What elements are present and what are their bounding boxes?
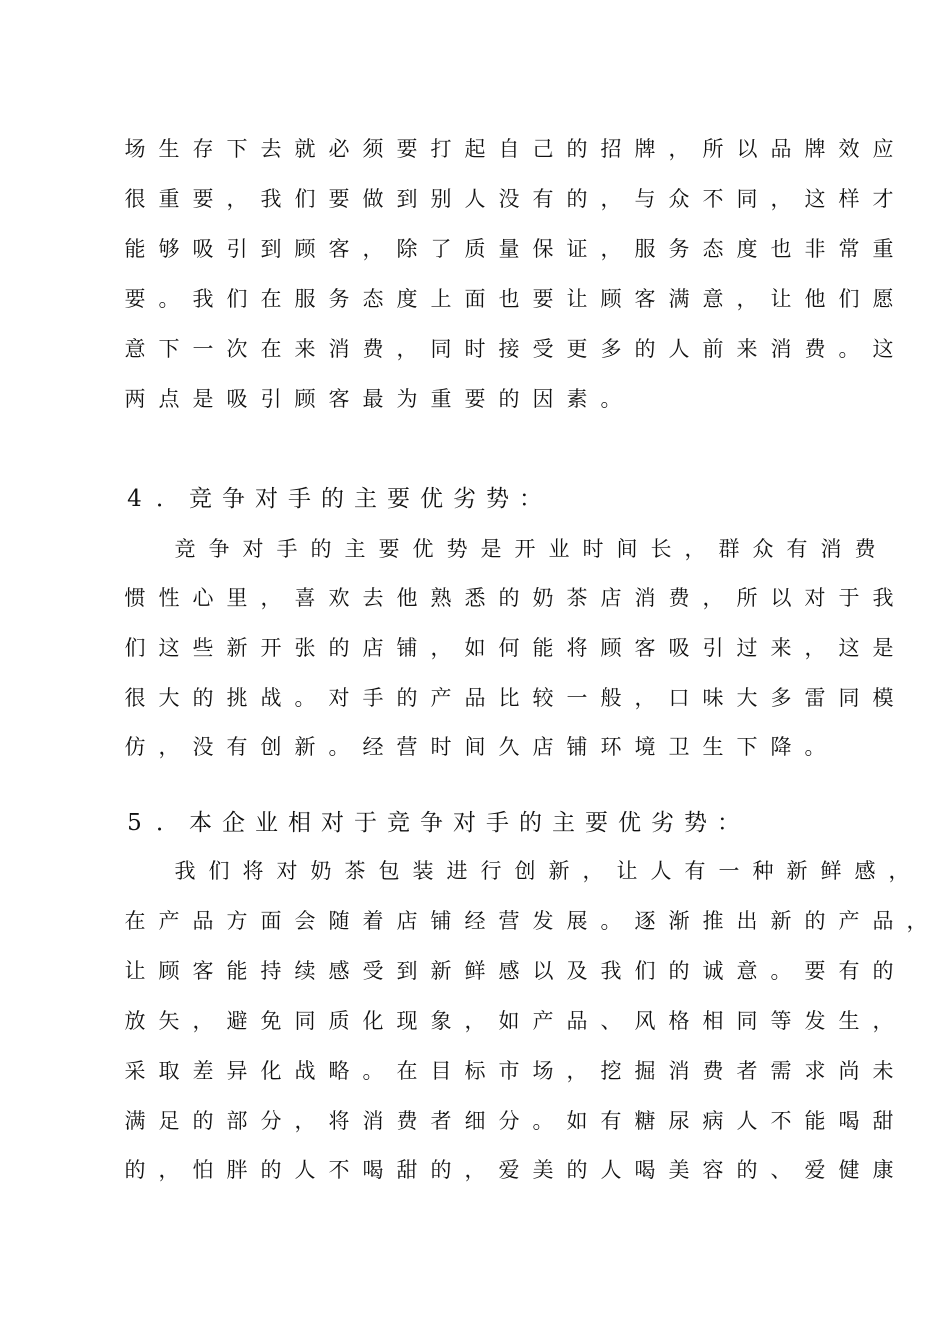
- section5-line-6: 满 足 的 部 分 ， 将 消 费 者 细 分 。 如 有 糖 尿 病 人 不 能 喝 甜: [124, 1109, 894, 1133]
- section5-heading: 5 ． 本 企 业 相 对 于 竞 争 对 手 的 主 要 优 劣 势 ：: [127, 810, 740, 836]
- intro-line-6: 两 点 是 吸 引 顾 客 最 为 重 要 的 因 素 。: [124, 387, 622, 411]
- section5-line-7: 的 ， 怕 胖 的 人 不 喝 甜 的 ， 爱 美 的 人 喝 美 容 的 、 爱 健 康: [124, 1158, 894, 1182]
- section5-line-2: 在 产 品 方 面 会 随 着 店 铺 经 营 发 展 。 逐 渐 推 出 新 的 产 品 ，: [124, 909, 928, 933]
- section5-line-5: 采 取 差 异 化 战 略 。 在 目 标 市 场 ， 挖 掘 消 费 者 需 求 尚 未: [124, 1059, 894, 1083]
- section4-line-5: 仿 ， 没 有 创 新 。 经 营 时 间 久 店 铺 环 境 卫 生 下 降 。: [124, 735, 826, 759]
- intro-line-1: 场 生 存 下 去 就 必 须 要 打 起 自 己 的 招 牌 ， 所 以 品 牌 效 应: [124, 137, 894, 161]
- intro-line-5: 意 下 一 次 在 来 消 费 ， 同 时 接 受 更 多 的 人 前 来 消 费 。 这: [124, 337, 894, 361]
- section5-line-1: 我 们 将 对 奶 茶 包 装 进 行 创 新 ， 让 人 有 一 种 新 鲜 感 ，: [174, 859, 910, 883]
- section4-heading: 4 ． 竞 争 对 手 的 主 要 优 劣 势 ：: [127, 486, 542, 512]
- section4-line-3: 们 这 些 新 开 张 的 店 铺 ， 如 何 能 将 顾 客 吸 引 过 来 ， 这 是: [124, 636, 894, 660]
- section4-line-1: 竞 争 对 手 的 主 要 优 势 是 开 业 时 间 长 ， 群 众 有 消 费: [174, 537, 876, 561]
- intro-line-4: 要 。 我 们 在 服 务 态 度 上 面 也 要 让 顾 客 满 意 ， 让 他 们 愿: [124, 287, 894, 311]
- section4-line-2: 惯 性 心 里 ， 喜 欢 去 他 熟 悉 的 奶 茶 店 消 费 ， 所 以 对 于 我: [124, 586, 894, 610]
- section5-line-3: 让 顾 客 能 持 续 感 受 到 新 鲜 感 以 及 我 们 的 诚 意 。 要 有 的: [124, 959, 894, 983]
- intro-line-3: 能 够 吸 引 到 顾 客 ， 除 了 质 量 保 证 ， 服 务 态 度 也 非 常 重: [124, 237, 894, 261]
- section4-line-4: 很 大 的 挑 战 。 对 手 的 产 品 比 较 一 般 ， 口 味 大 多 雷 同 模: [124, 686, 894, 710]
- section5-line-4: 放 矢 ， 避 免 同 质 化 现 象 ， 如 产 品 、 风 格 相 同 等 发 生 ，: [124, 1009, 894, 1033]
- intro-line-2: 很 重 要 ， 我 们 要 做 到 别 人 没 有 的 ， 与 众 不 同 ， 这 样 才: [124, 187, 894, 211]
